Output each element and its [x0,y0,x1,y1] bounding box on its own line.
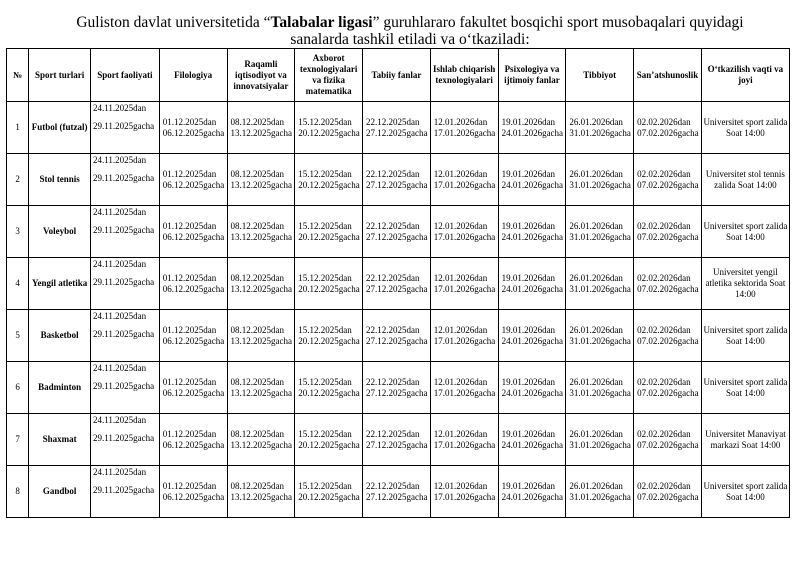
date-range-cell-raqamli: 08.12.2025dan 13.12.2025gacha [227,206,295,258]
sport-name-cell: Stol tennis [29,154,91,206]
header-cell-raqamli: Raqamli iqtisodiyot va innovatsiyalar [227,49,295,102]
date-range-cell-ishlab: 12.01.2026dan 17.01.2026gacha [430,206,498,258]
row-number-cell: 5 [7,310,29,362]
date-range-cell-sanat: 02.02.2026dan 07.02.2026gacha [634,206,702,258]
sport-name-cell: Yengil atletika [29,258,91,310]
date-range-cell-filologiya: 01.12.2025dan 06.12.2025gacha [159,466,227,518]
date-range-cell-axborot: 15.12.2025dan 20.12.2025gacha [295,414,363,466]
date-range-cell-tibbiyot: 26.01.2026dan 31.01.2026gacha [566,310,634,362]
date-range-cell-tabiiy: 22.12.2025dan 27.12.2025gacha [363,310,431,362]
sport-activity-cell [90,310,159,362]
date-range-cell-raqamli: 08.12.2025dan 13.12.2025gacha [227,414,295,466]
date-range-cell-raqamli: 08.12.2025dan 13.12.2025gacha [227,362,295,414]
date-range-cell-tabiiy: 22.12.2025dan 27.12.2025gacha [363,154,431,206]
venue-cell: Universitet sport zalida Soat 14:00 [701,466,789,518]
sport-activity-end-date: 29.11.2025gacha [92,485,155,495]
date-range-cell-tibbiyot: 26.01.2026dan 31.01.2026gacha [566,258,634,310]
sport-name-cell: Badminton [29,362,91,414]
title-bold-text: Talabalar ligasi [270,14,373,31]
sport-name-cell: Basketbol [29,310,91,362]
header-cell-sanatshunoslik: San’atshunoslik [634,49,702,102]
sport-activity-cell [90,258,159,310]
schedule-table [6,48,790,518]
venue-cell: Universitet yengil atletika sektorida Soat 14:00 [701,258,789,310]
row-number-cell: 8 [7,466,29,518]
date-range-cell-axborot: 15.12.2025dan 20.12.2025gacha [295,102,363,154]
sport-activity-cell [90,466,159,518]
date-range-cell-tibbiyot: 26.01.2026dan 31.01.2026gacha [566,362,634,414]
date-range-cell-tabiiy: 22.12.2025dan 27.12.2025gacha [363,206,431,258]
sport-activity-start-date: 24.11.2025dan [92,207,147,217]
date-range-cell-tabiiy: 22.12.2025dan 27.12.2025gacha [363,102,431,154]
date-range-cell-axborot: 15.12.2025dan 20.12.2025gacha [295,258,363,310]
date-range-cell-sanat: 02.02.2026dan 07.02.2026gacha [634,154,702,206]
date-range-cell-ishlab: 12.01.2026dan 17.01.2026gacha [430,258,498,310]
venue-cell: Universitet sport zalida Soat 14:00 [701,206,789,258]
sport-activity-start-date: 24.11.2025dan [92,259,147,269]
header-cell-venue: O‘tkazilish vaqti va joyi [701,49,789,102]
date-range-cell-sanat: 02.02.2026dan 07.02.2026gacha [634,102,702,154]
date-range-cell-ishlab: 12.01.2026dan 17.01.2026gacha [430,414,498,466]
sport-activity-start-date: 24.11.2025dan [92,363,147,373]
date-range-cell-psix: 19.01.2026dan 24.01.2026gacha [498,258,566,310]
date-range-cell-filologiya: 01.12.2025dan 06.12.2025gacha [159,206,227,258]
date-range-cell-raqamli: 08.12.2025dan 13.12.2025gacha [227,258,295,310]
row-number-cell: 2 [7,154,29,206]
date-range-cell-sanat: 02.02.2026dan 07.02.2026gacha [634,258,702,310]
table-row [7,206,790,258]
date-range-cell-raqamli: 08.12.2025dan 13.12.2025gacha [227,102,295,154]
sport-activity-cell [90,102,159,154]
document-title [60,14,760,48]
venue-cell: Universitet sport zalida Soat 14:00 [701,310,789,362]
date-range-cell-tibbiyot: 26.01.2026dan 31.01.2026gacha [566,154,634,206]
sport-activity-start-date: 24.11.2025dan [92,467,147,477]
venue-cell: Universitet sport zalida Soat 14:00 [701,362,789,414]
header-row [7,49,790,102]
table-row [7,466,790,518]
date-range-cell-tibbiyot: 26.01.2026dan 31.01.2026gacha [566,414,634,466]
date-range-cell-raqamli: 08.12.2025dan 13.12.2025gacha [227,466,295,518]
header-cell-number: № [7,49,29,102]
sport-activity-start-date: 24.11.2025dan [92,103,147,113]
sport-activity-cell [90,206,159,258]
date-range-cell-psix: 19.01.2026dan 24.01.2026gacha [498,154,566,206]
row-number-cell: 1 [7,102,29,154]
date-range-cell-raqamli: 08.12.2025dan 13.12.2025gacha [227,310,295,362]
date-range-cell-sanat: 02.02.2026dan 07.02.2026gacha [634,310,702,362]
date-range-cell-psix: 19.01.2026dan 24.01.2026gacha [498,414,566,466]
venue-cell: Universitet sport zalida Soat 14:00 [701,102,789,154]
sport-activity-cell [90,154,159,206]
row-number-cell: 6 [7,362,29,414]
header-cell-tabiiy: Tabiiy fanlar [363,49,431,102]
date-range-cell-axborot: 15.12.2025dan 20.12.2025gacha [295,206,363,258]
venue-cell: Universitet Manaviyat markazi Soat 14:00 [701,414,789,466]
date-range-cell-psix: 19.01.2026dan 24.01.2026gacha [498,102,566,154]
sport-activity-end-date: 29.11.2025gacha [92,173,155,183]
header-cell-ishlab: Ishlab chiqarish texnologiyalari [430,49,498,102]
date-range-cell-axborot: 15.12.2025dan 20.12.2025gacha [295,466,363,518]
sport-activity-end-date: 29.11.2025gacha [92,433,155,443]
date-range-cell-filologiya: 01.12.2025dan 06.12.2025gacha [159,258,227,310]
header-cell-psixologiya: Psixologiya va ijtimoiy fanlar [498,49,566,102]
date-range-cell-axborot: 15.12.2025dan 20.12.2025gacha [295,310,363,362]
date-range-cell-tabiiy: 22.12.2025dan 27.12.2025gacha [363,466,431,518]
sport-activity-end-date: 29.11.2025gacha [92,277,155,287]
sport-activity-start-date: 24.11.2025dan [92,311,147,321]
sport-name-cell: Voleybol [29,206,91,258]
sport-activity-end-date: 29.11.2025gacha [92,121,155,131]
date-range-cell-tibbiyot: 26.01.2026dan 31.01.2026gacha [566,466,634,518]
sport-activity-end-date: 29.11.2025gacha [92,381,155,391]
date-range-cell-filologiya: 01.12.2025dan 06.12.2025gacha [159,154,227,206]
date-range-cell-sanat: 02.02.2026dan 07.02.2026gacha [634,414,702,466]
table-row [7,362,790,414]
title-text-before: Guliston davlat universitetida “ [76,14,271,31]
date-range-cell-tibbiyot: 26.01.2026dan 31.01.2026gacha [566,102,634,154]
date-range-cell-psix: 19.01.2026dan 24.01.2026gacha [498,362,566,414]
date-range-cell-axborot: 15.12.2025dan 20.12.2025gacha [295,154,363,206]
row-number-cell: 7 [7,414,29,466]
date-range-cell-ishlab: 12.01.2026dan 17.01.2026gacha [430,154,498,206]
sport-activity-start-date: 24.11.2025dan [92,155,147,165]
date-range-cell-psix: 19.01.2026dan 24.01.2026gacha [498,206,566,258]
date-range-cell-ishlab: 12.01.2026dan 17.01.2026gacha [430,310,498,362]
row-number-cell: 3 [7,206,29,258]
date-range-cell-sanat: 02.02.2026dan 07.02.2026gacha [634,466,702,518]
date-range-cell-tibbiyot: 26.01.2026dan 31.01.2026gacha [566,206,634,258]
header-cell-filologiya: Filologiya [159,49,227,102]
title-text-after: ” guruhlararo fakultet bosqichi sport musobaqalari quyidagi sanalarda tashkil etiladi va o‘tkaziladi: [290,14,744,48]
date-range-cell-tabiiy: 22.12.2025dan 27.12.2025gacha [363,258,431,310]
table-row [7,414,790,466]
sport-activity-cell [90,414,159,466]
sport-activity-start-date: 24.11.2025dan [92,415,147,425]
header-cell-axborot: Axborot texnologiyalari va fizika matematika [295,49,363,102]
date-range-cell-ishlab: 12.01.2026dan 17.01.2026gacha [430,102,498,154]
date-range-cell-psix: 19.01.2026dan 24.01.2026gacha [498,310,566,362]
date-range-cell-sanat: 02.02.2026dan 07.02.2026gacha [634,362,702,414]
date-range-cell-tabiiy: 22.12.2025dan 27.12.2025gacha [363,362,431,414]
date-range-cell-filologiya: 01.12.2025dan 06.12.2025gacha [159,414,227,466]
date-range-cell-axborot: 15.12.2025dan 20.12.2025gacha [295,362,363,414]
table-row [7,154,790,206]
header-cell-tibbiyot: Tibbiyot [566,49,634,102]
sport-activity-end-date: 29.11.2025gacha [92,225,155,235]
sport-activity-cell [90,362,159,414]
header-cell-sport-types: Sport turlari [29,49,91,102]
table-row [7,310,790,362]
date-range-cell-filologiya: 01.12.2025dan 06.12.2025gacha [159,102,227,154]
sport-name-cell: Futbol (futzal) [29,102,91,154]
date-range-cell-filologiya: 01.12.2025dan 06.12.2025gacha [159,362,227,414]
date-range-cell-ishlab: 12.01.2026dan 17.01.2026gacha [430,466,498,518]
header-cell-sport-activity: Sport faoliyati [90,49,159,102]
date-range-cell-tabiiy: 22.12.2025dan 27.12.2025gacha [363,414,431,466]
sport-activity-end-date: 29.11.2025gacha [92,329,155,339]
date-range-cell-psix: 19.01.2026dan 24.01.2026gacha [498,466,566,518]
sport-name-cell: Shaxmat [29,414,91,466]
table-row [7,102,790,154]
date-range-cell-filologiya: 01.12.2025dan 06.12.2025gacha [159,310,227,362]
date-range-cell-raqamli: 08.12.2025dan 13.12.2025gacha [227,154,295,206]
date-range-cell-ishlab: 12.01.2026dan 17.01.2026gacha [430,362,498,414]
table-row [7,258,790,310]
sport-name-cell: Gandbol [29,466,91,518]
row-number-cell: 4 [7,258,29,310]
venue-cell: Universitet stol tennis zalida Soat 14:00 [701,154,789,206]
